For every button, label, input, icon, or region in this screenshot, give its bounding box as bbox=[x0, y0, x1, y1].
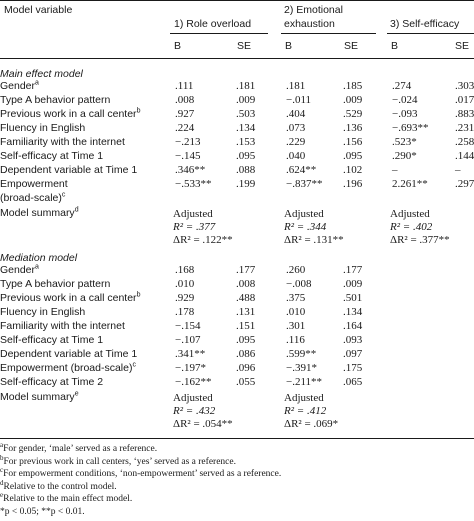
mediation-cell-b2: −.391* bbox=[286, 362, 317, 374]
mediation-cell-b2: −.008 bbox=[286, 278, 312, 290]
main-section-title: Main effect model bbox=[0, 68, 83, 80]
main-row-label: Previous work in a call center$^b$ bbox=[0, 107, 141, 120]
main-cell-b2: .181 bbox=[286, 80, 306, 92]
mediation-cell-b1: .929 bbox=[175, 292, 195, 304]
footnote: $^b$For previous work in call centers, ‘yes’ served as a reference. bbox=[0, 453, 236, 467]
mediation-cell-b2: .301 bbox=[286, 320, 306, 332]
mediation-cell-b2: .599** bbox=[286, 348, 317, 360]
footnote: *p < 0.05; **p < 0.01. bbox=[0, 506, 85, 517]
main-cell-se2: .529 bbox=[343, 108, 363, 120]
main-cell-b1: .346** bbox=[175, 164, 206, 176]
main-row-label: Empowerment bbox=[0, 178, 68, 190]
table-bottom-rule bbox=[0, 438, 474, 439]
main-cell-b3: −.693** bbox=[392, 122, 429, 134]
mediation-section-title: Mediation model bbox=[0, 252, 78, 264]
main-cell-se2: .156 bbox=[343, 136, 363, 148]
mediation-cell-se2: .164 bbox=[343, 320, 363, 332]
main-cell-se1: .088 bbox=[236, 164, 256, 176]
mediation-cell-b2: .375 bbox=[286, 292, 306, 304]
mediation-cell-se1: .086 bbox=[236, 348, 256, 360]
main-row-label: Gender$^a$ bbox=[0, 79, 39, 92]
header-exhaustion: exhaustion bbox=[284, 18, 335, 30]
mediation-cell-se1: .095 bbox=[236, 334, 256, 346]
mediation-cell-se1: .488 bbox=[236, 292, 256, 304]
main-cell-b3: .290* bbox=[392, 150, 417, 162]
main-cell-b2: .404 bbox=[286, 108, 306, 120]
main-cell-b2: −.837** bbox=[286, 178, 323, 190]
main-cell-b2: .624** bbox=[286, 164, 317, 176]
mediation-cell-b1: −.197* bbox=[175, 362, 206, 374]
header-model-variable: Model variable bbox=[4, 4, 73, 16]
main-cell-se1: .095 bbox=[236, 150, 256, 162]
mediation-row-label: Self-efficacy at Time 1 bbox=[0, 334, 104, 346]
mediation-cell-se2: .175 bbox=[343, 362, 363, 374]
main-cell-se1: .181 bbox=[236, 80, 256, 92]
col1-rule bbox=[170, 33, 268, 34]
main-cell-se2: .102 bbox=[343, 164, 363, 176]
mediation-cell-b1: −.107 bbox=[175, 334, 201, 346]
mediation-row-label: Type A behavior pattern bbox=[0, 278, 111, 290]
header-b-2: B bbox=[285, 40, 293, 52]
main-row-label: Familiarity with the internet bbox=[0, 136, 125, 148]
mediation-row-label: Fluency in English bbox=[0, 306, 86, 318]
mediation-cell-b1: .178 bbox=[175, 306, 195, 318]
main-cell-se3: .883 bbox=[455, 108, 474, 120]
main-cell-b1: .008 bbox=[175, 94, 195, 106]
mediation-summary-col2: Adjusted R² = .412 ΔR² = .069* bbox=[284, 392, 339, 430]
main-cell-se1: .134 bbox=[236, 122, 256, 134]
main-cell-se2: .185 bbox=[343, 80, 363, 92]
mediation-cell-b1: .168 bbox=[175, 264, 195, 276]
main-summary-col1: Adjusted R² = .377 ΔR² = .122** bbox=[173, 208, 233, 246]
col2-rule bbox=[281, 33, 376, 34]
main-cell-se2: .196 bbox=[343, 178, 363, 190]
main-cell-se3: .231 bbox=[455, 122, 474, 134]
mediation-cell-se1: .177 bbox=[236, 264, 256, 276]
main-cell-b1: −.533** bbox=[175, 178, 212, 190]
mediation-cell-b2: .010 bbox=[286, 306, 306, 318]
header-emotional: 2) Emotional bbox=[284, 4, 343, 16]
header-b-3: B bbox=[391, 40, 399, 52]
main-cell-se1: .153 bbox=[236, 136, 256, 148]
mediation-cell-b2: .260 bbox=[286, 264, 306, 276]
mediation-row-label: Empowerment (broad-scale)$^c$ bbox=[0, 361, 136, 374]
mediation-summary-label: Model summary$^e$ bbox=[0, 390, 79, 403]
mediation-cell-se1: .055 bbox=[236, 376, 256, 388]
main-cell-se1: .009 bbox=[236, 94, 256, 106]
mediation-cell-se1: .096 bbox=[236, 362, 256, 374]
main-cell-b2: −.011 bbox=[286, 94, 312, 106]
header-bottom-rule bbox=[0, 58, 474, 59]
mediation-row-label: Self-efficacy at Time 2 bbox=[0, 376, 104, 388]
main-cell-b1: .927 bbox=[175, 108, 195, 120]
mediation-cell-se2: .177 bbox=[343, 264, 363, 276]
main-cell-b1: .111 bbox=[175, 80, 194, 92]
footnote: $^c$For empowerment conditions, ‘non-empowerment’ served as a reference. bbox=[0, 466, 282, 480]
mediation-row-label: Dependent variable at Time 1 bbox=[0, 348, 138, 360]
mediation-cell-b1: .341** bbox=[175, 348, 206, 360]
main-summary-label: Model summary$^d$ bbox=[0, 206, 79, 219]
main-cell-se3: .017 bbox=[455, 94, 474, 106]
mediation-cell-se2: .501 bbox=[343, 292, 363, 304]
mediation-cell-b1: −.162** bbox=[175, 376, 212, 388]
main-cell-se3: .297 bbox=[455, 178, 474, 190]
main-cell-se2: .136 bbox=[343, 122, 363, 134]
main-cell-se3: .144 bbox=[455, 150, 474, 162]
main-cell-b2: .040 bbox=[286, 150, 306, 162]
mediation-cell-b2: .116 bbox=[286, 334, 305, 346]
top-rule bbox=[0, 0, 474, 1]
main-summary-col2: Adjusted R² = .344 ΔR² = .131** bbox=[284, 208, 344, 246]
main-cell-se2: .009 bbox=[343, 94, 363, 106]
mediation-cell-se2: .009 bbox=[343, 278, 363, 290]
mediation-cell-se2: .134 bbox=[343, 306, 363, 318]
main-cell-b1: .224 bbox=[175, 122, 195, 134]
main-cell-b3: −.093 bbox=[392, 108, 418, 120]
main-cell-b3: .523* bbox=[392, 136, 417, 148]
mediation-summary-col1: Adjusted R² = .432 ΔR² = .054** bbox=[173, 392, 233, 430]
header-se-1: SE bbox=[237, 40, 252, 52]
main-cell-se3: – bbox=[455, 164, 461, 176]
mediation-row-label: Previous work in a call center$^b$ bbox=[0, 291, 141, 304]
header-b-1: B bbox=[174, 40, 182, 52]
main-cell-b2: .229 bbox=[286, 136, 306, 148]
mediation-row-label: Gender$^a$ bbox=[0, 263, 39, 276]
main-cell-b2: .073 bbox=[286, 122, 306, 134]
mediation-cell-se1: .151 bbox=[236, 320, 256, 332]
col3-rule bbox=[387, 33, 474, 34]
main-cell-b3: – bbox=[392, 164, 398, 176]
mediation-cell-se1: .131 bbox=[236, 306, 256, 318]
main-row-label: (broad-scale)$^c$ bbox=[0, 191, 66, 204]
mediation-cell-se2: .065 bbox=[343, 376, 363, 388]
mediation-cell-se2: .093 bbox=[343, 334, 363, 346]
main-cell-se3: .258 bbox=[455, 136, 474, 148]
mediation-cell-se2: .097 bbox=[343, 348, 363, 360]
header-self-efficacy: 3) Self-efficacy bbox=[390, 18, 460, 30]
main-cell-b3: 2.261** bbox=[392, 178, 428, 190]
main-cell-se2: .095 bbox=[343, 150, 363, 162]
main-row-label: Dependent variable at Time 1 bbox=[0, 164, 138, 176]
mediation-cell-se1: .008 bbox=[236, 278, 256, 290]
main-cell-se3: .303 bbox=[455, 80, 474, 92]
main-row-label: Type A behavior pattern bbox=[0, 94, 111, 106]
footnote: $^d$Relative to the control model. bbox=[0, 478, 117, 492]
header-role-overload: 1) Role overload bbox=[174, 18, 252, 30]
mediation-cell-b1: −.154 bbox=[175, 320, 201, 332]
main-cell-b1: −.213 bbox=[175, 136, 201, 148]
footnote: $^a$For gender, ‘male’ served as a reference. bbox=[0, 441, 158, 455]
mediation-cell-b1: .010 bbox=[175, 278, 195, 290]
mediation-row-label: Familiarity with the internet bbox=[0, 320, 125, 332]
main-cell-se1: .503 bbox=[236, 108, 256, 120]
main-cell-b1: −.145 bbox=[175, 150, 201, 162]
main-cell-b3: −.024 bbox=[392, 94, 418, 106]
main-cell-b3: .274 bbox=[392, 80, 412, 92]
main-row-label: Fluency in English bbox=[0, 122, 86, 134]
header-se-2: SE bbox=[344, 40, 359, 52]
main-summary-col3: Adjusted R² = .402 ΔR² = .377** bbox=[390, 208, 450, 246]
mediation-cell-b2: −.211** bbox=[286, 376, 323, 388]
main-row-label: Self-efficacy at Time 1 bbox=[0, 150, 104, 162]
header-se-3: SE bbox=[455, 40, 470, 52]
main-cell-se1: .199 bbox=[236, 178, 256, 190]
footnote: $^e$Relative to the main effect model. bbox=[0, 491, 133, 505]
